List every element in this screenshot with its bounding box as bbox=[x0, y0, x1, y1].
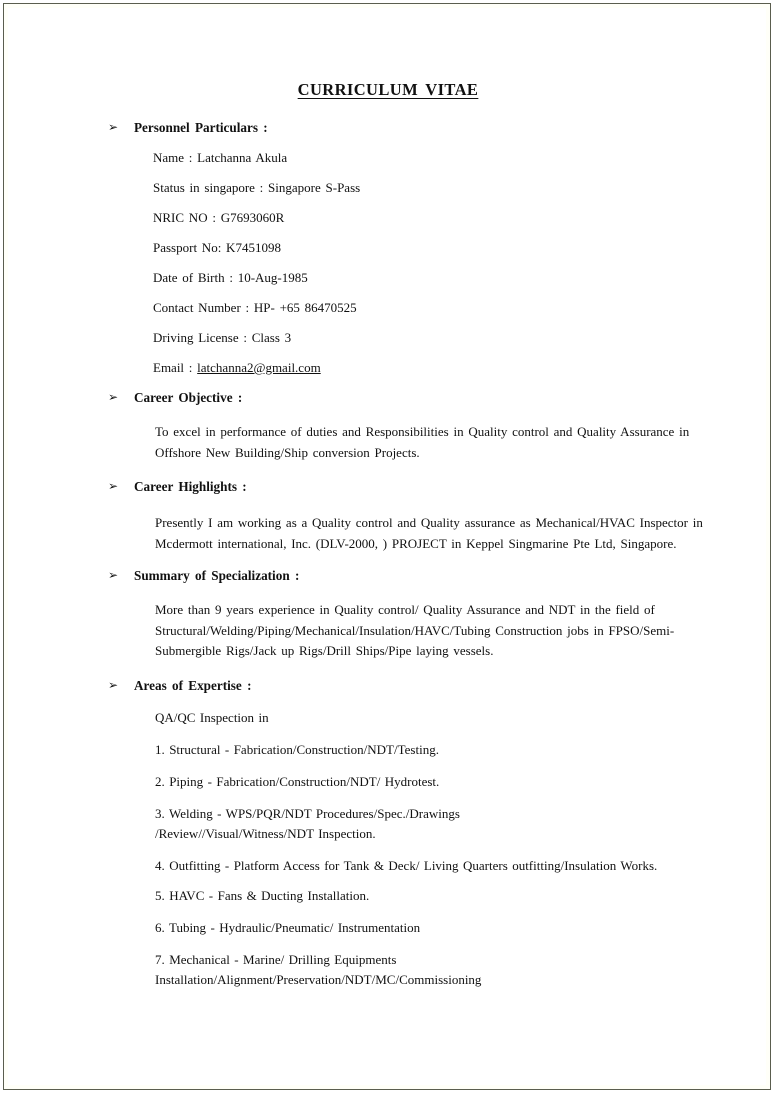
section-heading-label: Personnel Particulars : bbox=[134, 120, 268, 135]
career-objective-text: To excel in performance of duties and Responsibilities in Quality control and Quality Assurance in Offshore New Building/Ship conversion Projects. bbox=[155, 424, 690, 460]
field-email bbox=[8, 360, 768, 376]
section-heading-areas-of-expertise bbox=[8, 678, 768, 694]
expertise-item-mechanical-continuation: Installation/Alignment/Preservation/NDT/MC/Commissioning bbox=[155, 971, 482, 987]
expertise-item-tubing: 6. Tubing - Hydraulic/Pneumatic/ Instrumentation bbox=[155, 919, 421, 935]
expertise-item-outfitting: 4. Outfitting - Platform Access for Tank & Deck/ Living Quarters outfitting/Insulation Works. bbox=[155, 857, 658, 873]
arrow-bullet-icon: ➢ bbox=[108, 120, 119, 134]
expertise-item-structural: 1. Structural - Fabrication/Construction/NDT/Testing. bbox=[155, 741, 439, 757]
section-heading-label: Summary of Specialization : bbox=[134, 568, 300, 583]
email-label: Email : bbox=[153, 360, 193, 375]
section-heading-label: Career Highlights : bbox=[134, 479, 247, 494]
arrow-bullet-icon: ➢ bbox=[108, 479, 119, 493]
document-body bbox=[8, 8, 768, 1087]
page-title: CURRICULUM VITAE bbox=[297, 80, 479, 99]
section-heading-label: Career Objective : bbox=[134, 390, 243, 405]
field-name: Name : Latchanna Akula bbox=[153, 150, 288, 165]
field-driving-license: Driving License : Class 3 bbox=[153, 330, 292, 345]
field-date-of-birth: Date of Birth : 10-Aug-1985 bbox=[153, 270, 308, 285]
arrow-bullet-icon: ➢ bbox=[108, 568, 119, 582]
expertise-item-havc: 5. HAVC - Fans & Ducting Installation. bbox=[155, 887, 370, 903]
expertise-intro: QA/QC Inspection in bbox=[155, 709, 269, 725]
email-link[interactable]: latchanna2@gmail.com bbox=[197, 360, 321, 375]
field-contact-number: Contact Number : HP- +65 86470525 bbox=[153, 300, 357, 315]
expertise-item-welding: 3. Welding - WPS/PQR/NDT Procedures/Spec./Drawings bbox=[155, 805, 460, 821]
expertise-item-welding-continuation: /Review//Visual/Witness/NDT Inspection. bbox=[155, 825, 376, 841]
section-heading-career-objective bbox=[8, 390, 768, 406]
expertise-item-mechanical: 7. Mechanical - Marine/ Drilling Equipments bbox=[155, 951, 397, 967]
field-status-in-singapore: Status in singapore : Singapore S-Pass bbox=[153, 180, 361, 195]
field-nric-no: NRIC NO : G7693060R bbox=[153, 210, 285, 225]
career-highlights-text: Presently I am working as a Quality control and Quality assurance as Mechanical/HVAC Inspector in Mcdermott international, Inc. (DLV-2000, ) PROJECT in Keppel Singmarine Pte Ltd, Singapore. bbox=[155, 515, 703, 551]
page-surface bbox=[8, 8, 766, 1085]
page-border bbox=[3, 3, 771, 1090]
summary-specialization-text: More than 9 years experience in Quality control/ Quality Assurance and NDT in the field of Structural/Welding/Piping/Mechanical/Insulation/HAVC/Tubing Construction jobs in FPSO/Semi-Submergible Rigs/Jack up Rigs/Drill Ships/Pipe laying vessels. bbox=[155, 602, 675, 658]
section-heading-summary-of-specialization bbox=[8, 568, 768, 584]
section-heading-career-highlights bbox=[8, 479, 768, 495]
arrow-bullet-icon: ➢ bbox=[108, 677, 119, 692]
expertise-item-piping: 2. Piping - Fabrication/Construction/NDT/ Hydrotest. bbox=[155, 773, 440, 789]
field-passport-no: Passport No: K7451098 bbox=[153, 240, 281, 255]
section-heading-label: Areas of Expertise : bbox=[134, 677, 252, 693]
arrow-bullet-icon: ➢ bbox=[108, 390, 119, 404]
section-heading-personnel-particulars bbox=[8, 120, 768, 136]
